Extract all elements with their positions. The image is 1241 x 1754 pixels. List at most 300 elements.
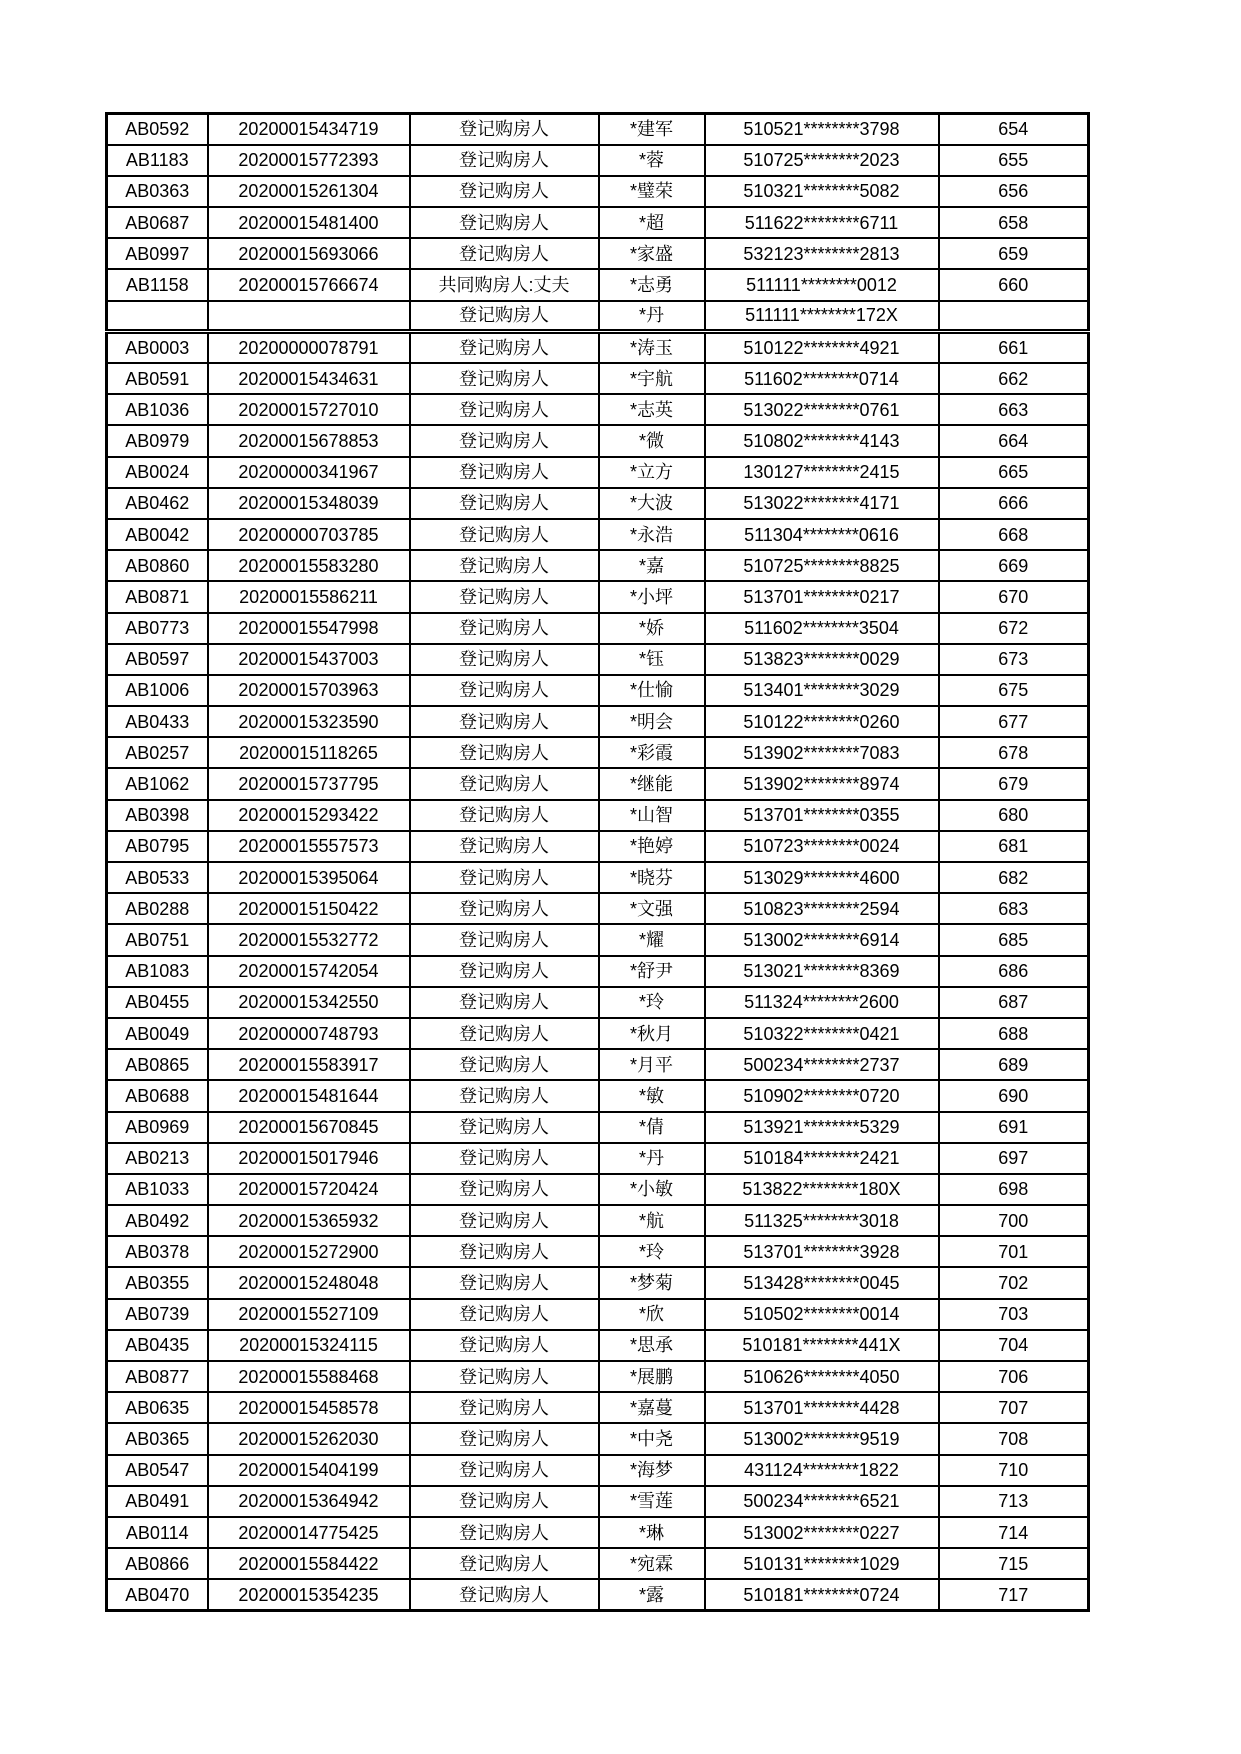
- cell-code: AB0688: [107, 1080, 208, 1111]
- cell-role: 登记购房人: [410, 1174, 599, 1205]
- table-row: [107, 176, 1089, 207]
- cell-name: *雪莲: [599, 1486, 705, 1517]
- cell-id: 511324********2600: [705, 987, 939, 1018]
- cell-id: 510122********0260: [705, 706, 939, 737]
- cell-role: 登记购房人: [410, 1018, 599, 1049]
- cell-seq: 714: [939, 1517, 1089, 1548]
- cell-seq: 698: [939, 1174, 1089, 1205]
- cell-id: 513029********4600: [705, 862, 939, 893]
- cell-code: AB0866: [107, 1548, 208, 1579]
- cell-code: AB0591: [107, 363, 208, 394]
- cell-id: 510502********0014: [705, 1299, 939, 1330]
- cell-role: 登记购房人: [410, 301, 599, 332]
- cell-name: *超: [599, 207, 705, 238]
- cell-seq: 679: [939, 768, 1089, 799]
- cell-seq: 687: [939, 987, 1089, 1018]
- cell-id: 513002********9519: [705, 1423, 939, 1454]
- cell-role: 登记购房人: [410, 800, 599, 831]
- buyer-table: [105, 112, 1090, 1612]
- cell-role: 登记购房人: [410, 332, 599, 363]
- table-row: [107, 1049, 1089, 1080]
- cell-code: AB0288: [107, 893, 208, 924]
- cell-name: *宇航: [599, 363, 705, 394]
- cell-serial: 20200015458578: [208, 1392, 410, 1423]
- cell-serial: 20200015557573: [208, 831, 410, 862]
- cell-name: *彩霞: [599, 737, 705, 768]
- cell-seq: 713: [939, 1486, 1089, 1517]
- cell-name: *耀: [599, 924, 705, 955]
- cell-serial: 20200015583280: [208, 550, 410, 581]
- cell-serial: 20200015323590: [208, 706, 410, 737]
- cell-id: 431124********1822: [705, 1455, 939, 1486]
- cell-role: 登记购房人: [410, 1143, 599, 1174]
- cell-serial: 20200015248048: [208, 1267, 410, 1298]
- cell-code: AB0462: [107, 488, 208, 519]
- table-row: [107, 737, 1089, 768]
- cell-serial: 20200015532772: [208, 924, 410, 955]
- cell-name: *嘉蔓: [599, 1392, 705, 1423]
- cell-serial: 20200015348039: [208, 488, 410, 519]
- cell-name: *艳婷: [599, 831, 705, 862]
- cell-id: 511602********0714: [705, 363, 939, 394]
- cell-seq: 681: [939, 831, 1089, 862]
- cell-role: 登记购房人: [410, 238, 599, 269]
- cell-code: AB0997: [107, 238, 208, 269]
- cell-name: *山智: [599, 800, 705, 831]
- cell-id: 513822********180X: [705, 1174, 939, 1205]
- table-row: [107, 1517, 1089, 1548]
- cell-serial: 20200015678853: [208, 425, 410, 456]
- cell-name: *继能: [599, 768, 705, 799]
- table-row: [107, 1174, 1089, 1205]
- cell-seq: 707: [939, 1392, 1089, 1423]
- cell-serial: 20200015737795: [208, 768, 410, 799]
- cell-serial: 20200015481400: [208, 207, 410, 238]
- cell-seq: 700: [939, 1205, 1089, 1236]
- table-row: [107, 1455, 1089, 1486]
- cell-id: 513823********0029: [705, 644, 939, 675]
- cell-name: *梦菊: [599, 1267, 705, 1298]
- cell-id: 513022********0761: [705, 394, 939, 425]
- cell-seq: 678: [939, 737, 1089, 768]
- cell-seq: 701: [939, 1236, 1089, 1267]
- cell-role: 登记购房人: [410, 1112, 599, 1143]
- cell-code: [107, 301, 208, 332]
- cell-id: 510823********2594: [705, 893, 939, 924]
- table-row: [107, 394, 1089, 425]
- cell-id: 513701********0217: [705, 581, 939, 612]
- cell-serial: 20200015772393: [208, 145, 410, 176]
- cell-id: 511111********0012: [705, 269, 939, 300]
- cell-seq: 664: [939, 425, 1089, 456]
- table-row: [107, 1018, 1089, 1049]
- table-row: [107, 768, 1089, 799]
- table-row: [107, 862, 1089, 893]
- cell-code: AB0365: [107, 1423, 208, 1454]
- cell-code: AB0455: [107, 987, 208, 1018]
- buyer-table-body: [107, 114, 1089, 1611]
- cell-seq: 686: [939, 956, 1089, 987]
- cell-id: 510521********3798: [705, 114, 939, 145]
- cell-id: 510131********1029: [705, 1548, 939, 1579]
- cell-name: *小坪: [599, 581, 705, 612]
- cell-role: 登记购房人: [410, 768, 599, 799]
- cell-seq: 677: [939, 706, 1089, 737]
- table-row: [107, 987, 1089, 1018]
- cell-serial: 20200015586211: [208, 581, 410, 612]
- cell-id: 130127********2415: [705, 457, 939, 488]
- cell-seq: 702: [939, 1267, 1089, 1298]
- cell-serial: 20200015481644: [208, 1080, 410, 1111]
- cell-id: 510802********4143: [705, 425, 939, 456]
- cell-name: *明会: [599, 706, 705, 737]
- cell-role: 登记购房人: [410, 488, 599, 519]
- cell-name: *志英: [599, 394, 705, 425]
- cell-name: *丹: [599, 301, 705, 332]
- cell-code: AB0795: [107, 831, 208, 862]
- cell-code: AB0398: [107, 800, 208, 831]
- table-row: [107, 550, 1089, 581]
- cell-role: 登记购房人: [410, 1049, 599, 1080]
- cell-code: AB0751: [107, 924, 208, 955]
- cell-code: AB1006: [107, 675, 208, 706]
- cell-code: AB0635: [107, 1392, 208, 1423]
- table-row: [107, 1236, 1089, 1267]
- cell-role: 登记购房人: [410, 1579, 599, 1610]
- cell-role: 登记购房人: [410, 893, 599, 924]
- cell-seq: 683: [939, 893, 1089, 924]
- cell-role: 登记购房人: [410, 114, 599, 145]
- cell-name: *微: [599, 425, 705, 456]
- cell-code: AB0979: [107, 425, 208, 456]
- cell-seq: 708: [939, 1423, 1089, 1454]
- table-row: [107, 831, 1089, 862]
- cell-code: AB0547: [107, 1455, 208, 1486]
- cell-id: 513428********0045: [705, 1267, 939, 1298]
- cell-name: *玲: [599, 987, 705, 1018]
- cell-serial: 20200015727010: [208, 394, 410, 425]
- cell-name: *蓉: [599, 145, 705, 176]
- cell-role: 登记购房人: [410, 1330, 599, 1361]
- table-row: [107, 519, 1089, 550]
- cell-code: AB0257: [107, 737, 208, 768]
- cell-id: 513022********4171: [705, 488, 939, 519]
- table-row: [107, 1267, 1089, 1298]
- cell-role: 登记购房人: [410, 831, 599, 862]
- cell-seq: 660: [939, 269, 1089, 300]
- cell-role: 登记购房人: [410, 1548, 599, 1579]
- cell-seq: 715: [939, 1548, 1089, 1579]
- cell-role: 登记购房人: [410, 675, 599, 706]
- table-row: [107, 1112, 1089, 1143]
- cell-serial: 20200015395064: [208, 862, 410, 893]
- table-row: [107, 706, 1089, 737]
- cell-seq: 682: [939, 862, 1089, 893]
- cell-role: 登记购房人: [410, 956, 599, 987]
- cell-id: 510122********4921: [705, 332, 939, 363]
- cell-name: *思承: [599, 1330, 705, 1361]
- cell-code: AB1158: [107, 269, 208, 300]
- cell-id: 510181********0724: [705, 1579, 939, 1610]
- cell-code: AB0533: [107, 862, 208, 893]
- cell-code: AB0355: [107, 1267, 208, 1298]
- cell-code: AB0213: [107, 1143, 208, 1174]
- cell-id: 510181********441X: [705, 1330, 939, 1361]
- table-row: [107, 1423, 1089, 1454]
- table-row: [107, 1143, 1089, 1174]
- cell-id: 511304********0616: [705, 519, 939, 550]
- cell-seq: 662: [939, 363, 1089, 394]
- cell-name: *永浩: [599, 519, 705, 550]
- cell-code: AB0865: [107, 1049, 208, 1080]
- cell-code: AB0433: [107, 706, 208, 737]
- cell-name: *秋月: [599, 1018, 705, 1049]
- cell-serial: 20200015547998: [208, 613, 410, 644]
- cell-name: *娇: [599, 613, 705, 644]
- cell-serial: 20200015703963: [208, 675, 410, 706]
- cell-seq: 697: [939, 1143, 1089, 1174]
- table-row: [107, 332, 1089, 363]
- cell-serial: 20200015262030: [208, 1423, 410, 1454]
- cell-role: 登记购房人: [410, 1455, 599, 1486]
- cell-serial: [208, 301, 410, 332]
- cell-serial: 20200015588468: [208, 1361, 410, 1392]
- cell-seq: 655: [939, 145, 1089, 176]
- cell-seq: 668: [939, 519, 1089, 550]
- cell-seq: 663: [939, 394, 1089, 425]
- cell-serial: 20200015583917: [208, 1049, 410, 1080]
- cell-seq: 706: [939, 1361, 1089, 1392]
- table-row: [107, 644, 1089, 675]
- cell-id: 510725********2023: [705, 145, 939, 176]
- table-row: [107, 1299, 1089, 1330]
- cell-serial: 20200015324115: [208, 1330, 410, 1361]
- cell-id: 511602********3504: [705, 613, 939, 644]
- cell-role: 登记购房人: [410, 581, 599, 612]
- table-row: [107, 581, 1089, 612]
- cell-serial: 20200015527109: [208, 1299, 410, 1330]
- cell-code: AB0592: [107, 114, 208, 145]
- cell-id: 510322********0421: [705, 1018, 939, 1049]
- cell-id: 511325********3018: [705, 1205, 939, 1236]
- cell-serial: 20200014775425: [208, 1517, 410, 1548]
- cell-name: *中尧: [599, 1423, 705, 1454]
- cell-name: *倩: [599, 1112, 705, 1143]
- cell-seq: 685: [939, 924, 1089, 955]
- cell-name: *小敏: [599, 1174, 705, 1205]
- cell-id: 510184********2421: [705, 1143, 939, 1174]
- cell-code: AB0773: [107, 613, 208, 644]
- cell-seq: 710: [939, 1455, 1089, 1486]
- cell-name: *琳: [599, 1517, 705, 1548]
- cell-role: 登记购房人: [410, 1392, 599, 1423]
- table-row: [107, 1548, 1089, 1579]
- cell-serial: 20200015670845: [208, 1112, 410, 1143]
- cell-serial: 20200015365932: [208, 1205, 410, 1236]
- cell-code: AB0492: [107, 1205, 208, 1236]
- cell-code: AB1036: [107, 394, 208, 425]
- cell-name: *宛霖: [599, 1548, 705, 1579]
- cell-role: 登记购房人: [410, 737, 599, 768]
- cell-role: 登记购房人: [410, 1267, 599, 1298]
- cell-name: *丹: [599, 1143, 705, 1174]
- table-row: [107, 301, 1089, 332]
- cell-role: 登记购房人: [410, 644, 599, 675]
- table-row: [107, 145, 1089, 176]
- cell-role: 登记购房人: [410, 706, 599, 737]
- cell-code: AB0871: [107, 581, 208, 612]
- cell-code: AB0877: [107, 1361, 208, 1392]
- cell-name: *涛玉: [599, 332, 705, 363]
- cell-code: AB0049: [107, 1018, 208, 1049]
- cell-seq: 688: [939, 1018, 1089, 1049]
- cell-name: *露: [599, 1579, 705, 1610]
- cell-serial: 20200015150422: [208, 893, 410, 924]
- cell-id: 513902********8974: [705, 768, 939, 799]
- cell-name: *欣: [599, 1299, 705, 1330]
- cell-serial: 20200000078791: [208, 332, 410, 363]
- cell-serial: 20200000748793: [208, 1018, 410, 1049]
- cell-name: *舒尹: [599, 956, 705, 987]
- cell-seq: 680: [939, 800, 1089, 831]
- cell-id: 513401********3029: [705, 675, 939, 706]
- cell-name: *家盛: [599, 238, 705, 269]
- cell-code: AB0435: [107, 1330, 208, 1361]
- cell-role: 登记购房人: [410, 550, 599, 581]
- cell-serial: 20200015293422: [208, 800, 410, 831]
- cell-role: 登记购房人: [410, 1423, 599, 1454]
- cell-id: 510902********0720: [705, 1080, 939, 1111]
- cell-role: 登记购房人: [410, 1299, 599, 1330]
- cell-seq: 672: [939, 613, 1089, 644]
- cell-name: *航: [599, 1205, 705, 1236]
- cell-code: AB0597: [107, 644, 208, 675]
- cell-serial: 20200015434719: [208, 114, 410, 145]
- cell-serial: 20200015404199: [208, 1455, 410, 1486]
- cell-seq: [939, 301, 1089, 332]
- cell-name: *展鹏: [599, 1361, 705, 1392]
- table-row: [107, 800, 1089, 831]
- cell-serial: 20200015437003: [208, 644, 410, 675]
- cell-seq: 661: [939, 332, 1089, 363]
- table-row: [107, 675, 1089, 706]
- cell-name: *敏: [599, 1080, 705, 1111]
- cell-code: AB1033: [107, 1174, 208, 1205]
- cell-role: 登记购房人: [410, 613, 599, 644]
- cell-seq: 654: [939, 114, 1089, 145]
- cell-serial: 20200015342550: [208, 987, 410, 1018]
- cell-seq: 690: [939, 1080, 1089, 1111]
- table-row: [107, 893, 1089, 924]
- cell-name: *志勇: [599, 269, 705, 300]
- cell-role: 登记购房人: [410, 1236, 599, 1267]
- table-row: [107, 1486, 1089, 1517]
- cell-id: 500234********2737: [705, 1049, 939, 1080]
- table-row: [107, 613, 1089, 644]
- cell-id: 513002********0227: [705, 1517, 939, 1548]
- cell-serial: 20200015118265: [208, 737, 410, 768]
- cell-code: AB0969: [107, 1112, 208, 1143]
- cell-role: 登记购房人: [410, 1486, 599, 1517]
- table-row: [107, 1579, 1089, 1610]
- table-row: [107, 924, 1089, 955]
- cell-code: AB0114: [107, 1517, 208, 1548]
- cell-id: 513701********3928: [705, 1236, 939, 1267]
- cell-id: 532123********2813: [705, 238, 939, 269]
- cell-serial: 20200015584422: [208, 1548, 410, 1579]
- cell-role: 共同购房人:丈夫: [410, 269, 599, 300]
- cell-role: 登记购房人: [410, 145, 599, 176]
- cell-code: AB1062: [107, 768, 208, 799]
- cell-role: 登记购房人: [410, 1205, 599, 1236]
- cell-name: *文强: [599, 893, 705, 924]
- cell-seq: 659: [939, 238, 1089, 269]
- cell-seq: 665: [939, 457, 1089, 488]
- cell-serial: 20200015272900: [208, 1236, 410, 1267]
- cell-code: AB0739: [107, 1299, 208, 1330]
- table-row: [107, 1205, 1089, 1236]
- cell-code: AB0860: [107, 550, 208, 581]
- cell-name: *大波: [599, 488, 705, 519]
- table-row: [107, 488, 1089, 519]
- cell-serial: 20200000703785: [208, 519, 410, 550]
- table-row: [107, 207, 1089, 238]
- cell-name: *璧荣: [599, 176, 705, 207]
- cell-name: *立方: [599, 457, 705, 488]
- cell-role: 登记购房人: [410, 363, 599, 394]
- cell-code: AB0378: [107, 1236, 208, 1267]
- cell-role: 登记购房人: [410, 394, 599, 425]
- cell-code: AB0687: [107, 207, 208, 238]
- cell-role: 登记购房人: [410, 425, 599, 456]
- cell-code: AB1183: [107, 145, 208, 176]
- cell-id: 510723********0024: [705, 831, 939, 862]
- cell-seq: 691: [939, 1112, 1089, 1143]
- cell-id: 513021********8369: [705, 956, 939, 987]
- cell-name: *建军: [599, 114, 705, 145]
- cell-serial: 20200015354235: [208, 1579, 410, 1610]
- table-row: [107, 425, 1089, 456]
- table-row: [107, 114, 1089, 145]
- cell-role: 登记购房人: [410, 987, 599, 1018]
- table-row: [107, 1361, 1089, 1392]
- table-row: [107, 1392, 1089, 1423]
- cell-serial: 20200015434631: [208, 363, 410, 394]
- cell-role: 登记购房人: [410, 924, 599, 955]
- cell-id: 510321********5082: [705, 176, 939, 207]
- table-row: [107, 363, 1089, 394]
- cell-role: 登记购房人: [410, 207, 599, 238]
- cell-seq: 675: [939, 675, 1089, 706]
- cell-id: 513902********7083: [705, 737, 939, 768]
- table-row: [107, 1080, 1089, 1111]
- cell-seq: 717: [939, 1579, 1089, 1610]
- cell-code: AB1083: [107, 956, 208, 987]
- cell-role: 登记购房人: [410, 519, 599, 550]
- cell-id: 510725********8825: [705, 550, 939, 581]
- cell-role: 登记购房人: [410, 457, 599, 488]
- cell-role: 登记购房人: [410, 176, 599, 207]
- cell-seq: 666: [939, 488, 1089, 519]
- cell-serial: 20200015720424: [208, 1174, 410, 1205]
- cell-id: 511622********6711: [705, 207, 939, 238]
- cell-name: *钰: [599, 644, 705, 675]
- cell-seq: 670: [939, 581, 1089, 612]
- cell-serial: 20200015766674: [208, 269, 410, 300]
- cell-name: *海梦: [599, 1455, 705, 1486]
- cell-serial: 20200015017946: [208, 1143, 410, 1174]
- cell-seq: 704: [939, 1330, 1089, 1361]
